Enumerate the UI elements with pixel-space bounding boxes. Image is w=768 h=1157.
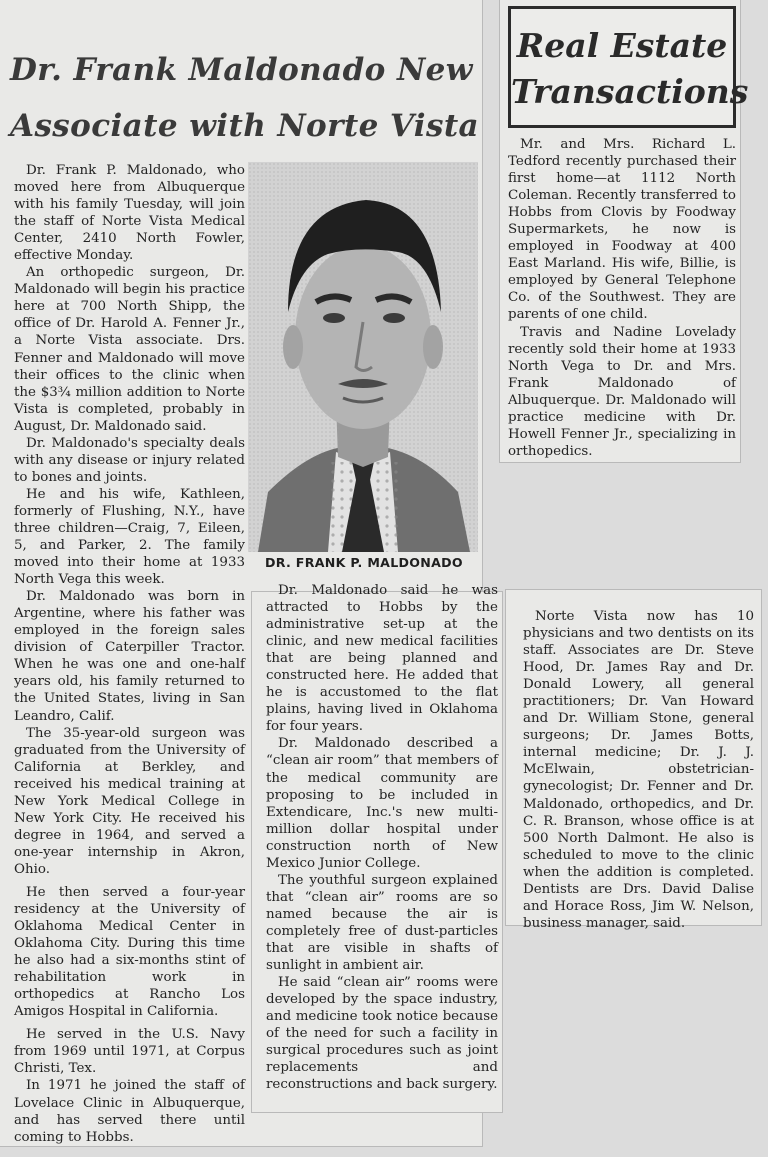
headline-line-1: Dr. Frank Maldonado New	[10, 52, 473, 88]
article-paragraph: Norte Vista now has 10 physicians and two dentists on its staff. Associates are Dr. Steve Hood, Dr. James Ray and Dr. Donald Lowery, all general practitioners; Dr. Van Howard and Dr. William Stone, general surgeons; Dr. James Botts, internal medicine; Dr. J. J. McElwain, obstetrician-gynecologist; Dr. Fenner and Dr. Maldonado, orthopedics, and Dr. C. R. Branson, whose office is at 500 North Dalmont. He also is scheduled to move to the clinic when the addition is completed. Dentists are Drs. David Dalise and Horace Ross, Jim W. Nelson, business manager, said.	[523, 609, 754, 931]
article-paragraph: He served in the U.S. Navy from 1969 until 1971, at Corpus Christi, Tex.	[14, 1027, 245, 1077]
article-paragraph: He said “clean air” rooms were developed by the space industry, and medicine took notice because of the need for such a facility in surgical procedures such as joint replacements and reconstructions and back surgery.	[266, 975, 498, 1093]
article-paragraph: He and his wife, Kathleen, formerly of Flushing, N.Y., have three children—Craig, 7, Eileen, 5, and Parker, 2. The family moved into their home at 1933 North Vega this week.	[14, 486, 245, 588]
real-estate-title-box	[508, 6, 749, 128]
article-paragraph: Dr. Frank P. Maldonado, who moved here from Albuquerque with his family Tuesday, will join the staff of Norte Vista Medical Center, 2410 North Fowler, effective Monday.	[14, 163, 245, 264]
portrait-photo	[248, 162, 478, 552]
article-paragraph: Dr. Maldonado said he was attracted to Hobbs by the administrative set-up at the clinic, and new medical facilities that are being planned and constructed here. He added that he is accustomed to the flat plains, having lived in Oklahoma for four years.	[266, 583, 498, 735]
article-paragraph: Dr. Maldonado was born in Argentine, where his father was employed in the foreign sales division of Caterpiller Tractor. When he was one and one-half years old, his family returned to the United States, living in San Leandro, Calif.	[14, 589, 245, 724]
photo-caption: DR. FRANK P. MALDONADO	[265, 555, 463, 570]
real-estate-column	[508, 136, 736, 458]
article-paragraph: The youthful surgeon explained that “clean air” rooms are so named because the air is completely free of dust-particles that are visible in shafts of sunlight in ambient air.	[266, 872, 498, 974]
article-paragraph: In 1971 he joined the staff of Lovelace Clinic in Albuquerque, and has served there until coming to Hobbs.	[14, 1078, 245, 1145]
real-estate-paragraph: Mr. and Mrs. Richard L. Tedford recently purchased their first home—at 1112 North Coleman. Recently transferred to Hobbs from Clovis by Foodway Supermarkets, he now is employed in Foodway at 400 East Marland. His wife, Billie, is employed by General Telephone Co. of the Southwest. They are parents of one child.	[508, 137, 736, 323]
article-column-3	[523, 608, 754, 931]
real-estate-title-line-1: Real Estate	[516, 26, 728, 65]
headline-line-2: Associate with Norte Vista	[10, 108, 480, 144]
real-estate-title-line-2: Transactions	[511, 72, 749, 111]
article-paragraph: He then served a four-year residency at the University of Oklahoma Medical Center in Oklahoma City. During this time he also had a six-months stint of rehabilitation work in orthopedics at Rancho Los Amigos Hospital in California.	[14, 884, 245, 1020]
staff-list-clipping	[506, 590, 761, 931]
article-paragraph: The 35-year-old surgeon was graduated from the University of California at Berkley, and received his medical training at New York Medical College in New York City. He received his degree in 1964, and served a one-year internship in Akron, Ohio.	[14, 725, 245, 877]
article-column-1	[14, 162, 245, 1144]
article-paragraph: Dr. Maldonado described a “clean air room” that members of the medical community are proposing to be included in Extendicare, Inc.'s new multi-million dollar hospital under construction north of New Mexico Junior College.	[266, 736, 498, 871]
article-paragraph: Dr. Maldonado's specialty deals with any disease or injury related to bones and joints.	[14, 435, 245, 485]
real-estate-paragraph: Travis and Nadine Lovelady recently sold their home at 1933 North Vega to Dr. and Mrs. Frank Maldonado of Albuquerque. Dr. Maldonado will practice medicine with Dr. Howell Fenner Jr., specializing in orthopedics.	[508, 324, 736, 459]
article-continuation-clipping	[252, 583, 502, 1112]
real-estate-clipping	[500, 0, 749, 462]
article-column-2	[266, 582, 498, 1110]
article-paragraph: An orthopedic surgeon, Dr. Maldonado will begin his practice here at 700 North Shipp, the office of Dr. Harold A. Fenner Jr., a Norte Vista associate. Drs. Fenner and Maldonado will move their offices to the clinic when the $3¾ million addition to Norte Vista is completed, probably in August, Dr. Maldonado said.	[14, 265, 245, 434]
